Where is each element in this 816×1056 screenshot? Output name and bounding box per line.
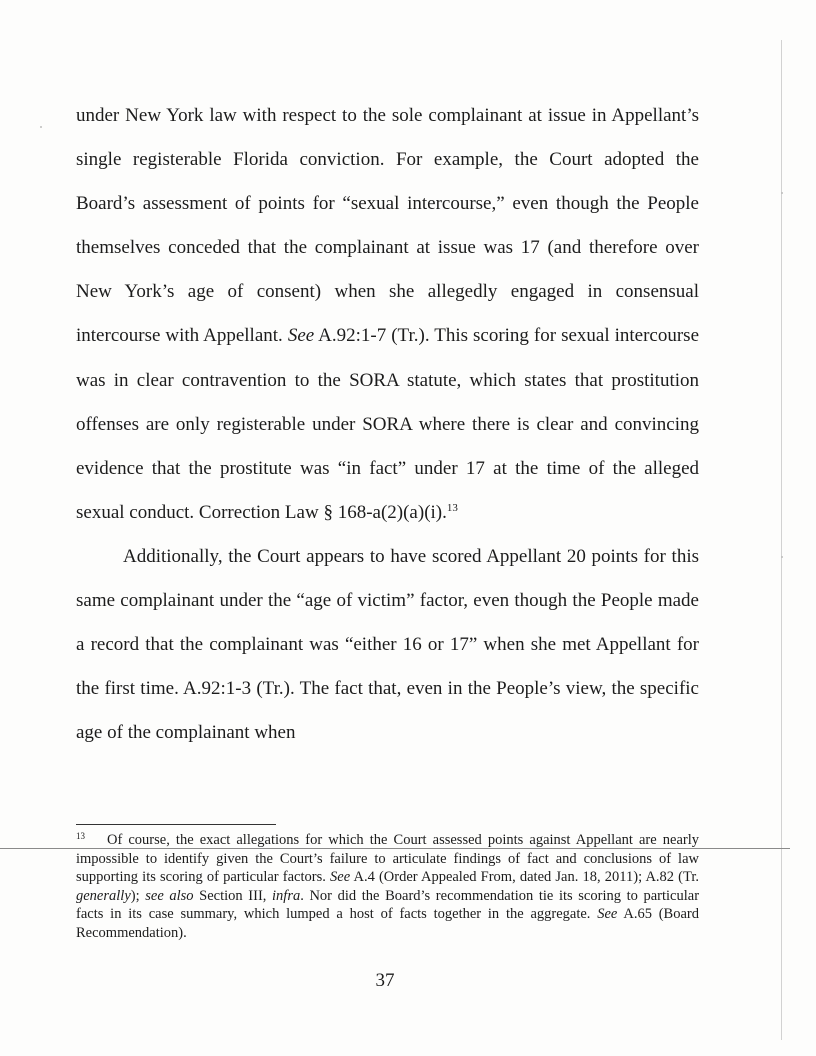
footnote-text: ); — [130, 887, 146, 904]
paragraph-2: Additionally, the Court appears to have scored Appellant 20 points for this same complainant under the “age of victim” factor, even though the People made a record that the complainant was “either 16 or 17” when she met Appellant for the first time. A.92:1-3 (Tr.). The fact that, even in the People’s view, the specific age of the complainant when — [76, 545, 699, 744]
see-signal: See — [330, 869, 351, 886]
paragraph-1 — [76, 94, 699, 535]
body-text — [76, 94, 699, 755]
see-signal: See — [597, 906, 618, 923]
infra-signal: infra — [272, 887, 301, 904]
footnote — [76, 831, 699, 943]
footnote-text: A.65 (Board Recommendation). — [76, 906, 699, 941]
scan-margin-line — [781, 40, 782, 1040]
scan-speck — [781, 556, 783, 558]
footnote-text: Of course, the exact allegations for which the Court assessed points against Appellant are nearly impossible to identify given the Court’s failure to articulate findings of fact and conclusions of law supporting its scoring of particular factors. — [76, 832, 699, 886]
scan-speck — [781, 192, 783, 194]
footnote-text: A.4 (Order Appealed From, dated Jan. 18, 2011); A.82 (Tr. — [350, 869, 700, 886]
see-signal: See — [287, 325, 315, 347]
footnote-separator — [76, 824, 276, 825]
generally-signal: generally — [76, 887, 131, 904]
footnote-paragraph — [76, 831, 699, 943]
see-also-signal: see also — [145, 887, 194, 904]
footnote-text: . Nor did the Board’s recommendation tie its scoring to particular facts in its case summary, which lumped a host of facts together in the aggregate. — [76, 887, 700, 923]
page-number: 37 — [375, 970, 395, 991]
paragraph-1-text-cont: A.92:1-7 (Tr.). This scoring for sexual intercourse was in clear contravention to the SORA statute, which states that prostitution offenses are only registerable under SORA where there is clear and convincing evidence that the prostitute was “in fact” under 17 at the time of the alleged sexual conduct. Correction Law § 168-a(2)(a)(i). — [76, 325, 700, 523]
footnote-text: Section III, — [193, 887, 273, 904]
footnote-number: 13 — [76, 831, 85, 841]
footnote-reference: 13 — [446, 501, 458, 514]
paragraph-1-text: under New York law with respect to the sole complainant at issue in Appellant’s single registerable Florida conviction. For example, the Court adopted the Board’s assessment of points for “sexual intercourse,” even though the People themselves conceded that the complainant at issue was 17 (and therefore over New York’s age of consent) when she allegedly engaged in consensual intercourse with Appellant. — [76, 105, 699, 347]
scan-speck — [40, 126, 42, 128]
